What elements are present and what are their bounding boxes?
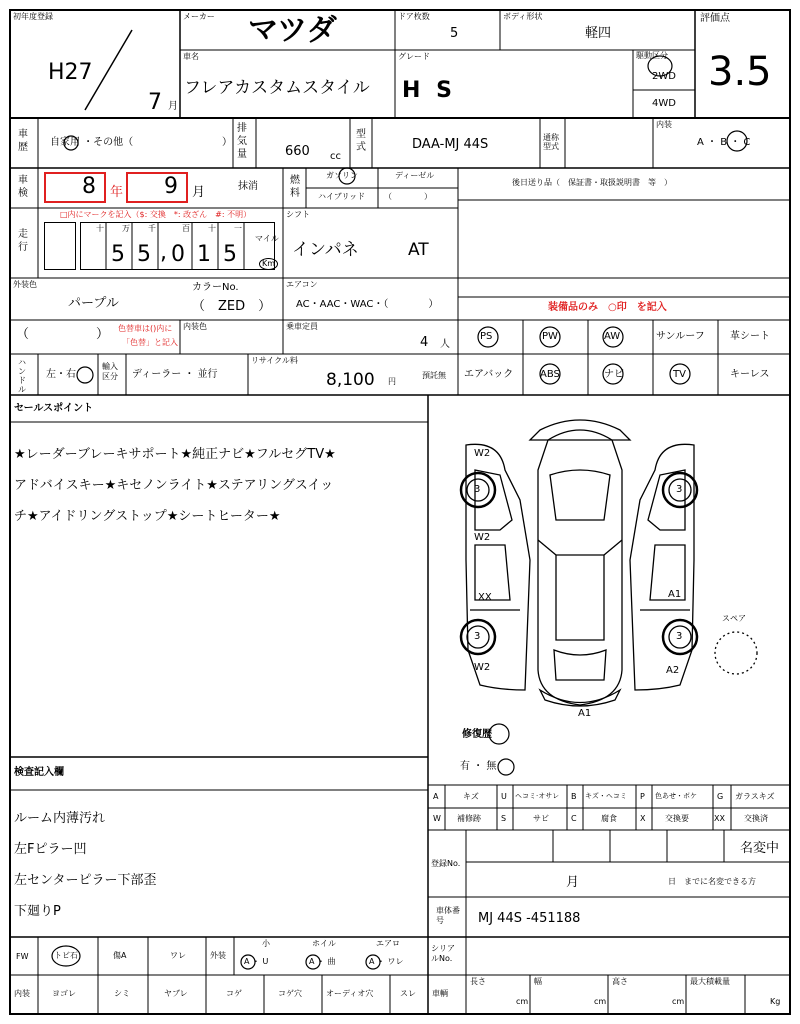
legend-code-g: G	[717, 792, 724, 801]
fuel-diesel: ディーゼル	[395, 171, 435, 180]
legend-desc-g: ガラスキズ	[735, 792, 775, 801]
int-wear: スレ	[400, 989, 416, 998]
recycle-unit: 円	[388, 377, 396, 386]
color-change-note-1: 色替車は()内に	[118, 324, 173, 333]
first-reg-month-unit: 月	[168, 101, 178, 112]
first-reg-month: 7	[148, 90, 162, 115]
drive-label: 駆動区分	[636, 51, 668, 60]
displacement-unit: cc	[330, 151, 341, 162]
interior-grades: A ・ B ・ C	[697, 137, 751, 148]
score-value: 3.5	[708, 49, 772, 95]
wheel-label: ホイル	[312, 939, 336, 948]
legend-desc-u: ヘコミ·オサレ	[515, 792, 560, 800]
mileage-comma: ,	[160, 240, 167, 265]
damage-mark-rear-bumper: A1	[578, 708, 592, 719]
legend-code-s: S	[501, 814, 507, 823]
interior-label: 内装	[656, 120, 672, 129]
mileage-digit-4: 1	[197, 242, 211, 267]
ext-color-label: 外装色	[13, 280, 37, 289]
fuel-gas: ガソリン	[326, 171, 358, 180]
fuel-hybrid: ハイブリッド	[318, 192, 366, 201]
fuel-other: （ ）	[384, 192, 432, 201]
grade-label: グレード	[398, 52, 430, 61]
width-label: 幅	[534, 977, 542, 986]
legend-code-x: X	[640, 814, 646, 823]
legend-code-u: U	[501, 792, 507, 801]
damage-mark-right-rear: A2	[666, 665, 680, 676]
body-value: 軽四	[585, 26, 612, 41]
legend-code-c: C	[571, 814, 577, 823]
small-label: 小	[262, 939, 270, 948]
recycle-deposit: 預託無	[422, 371, 446, 380]
spare-label: スペア	[722, 614, 746, 623]
legend-desc-c: 腐食	[601, 814, 617, 823]
legend-desc-x: 交換要	[665, 814, 689, 823]
displacement-value: 660	[285, 144, 310, 159]
model-label: 型式	[356, 129, 366, 153]
handle-label: ハンドル	[18, 358, 26, 394]
int-label: 内装	[14, 989, 30, 998]
damage-mark-right-door: A1	[668, 589, 682, 600]
inspection-month: 9	[164, 174, 178, 199]
repair-value: 有 ・ 無	[460, 761, 497, 772]
recycle-label: リサイクル料	[251, 356, 298, 365]
sales-points-label: セールスポイント	[14, 403, 94, 414]
equip-abs: ABS	[540, 369, 560, 380]
ext-color-value: パープル	[68, 296, 119, 311]
width-unit: cm	[594, 997, 607, 1006]
repair-label: 修復歴	[462, 729, 492, 740]
mileage-unit-5: 一	[234, 224, 242, 233]
damage-mark-left-rear: W2	[474, 662, 491, 673]
inspection-year: 8	[82, 174, 96, 199]
length-unit: cm	[516, 997, 529, 1006]
mileage-digit-5: 5	[223, 242, 237, 267]
car-name-label: 車名	[183, 52, 199, 61]
ac-label: エアコン	[286, 280, 318, 289]
handle-value: 左・右	[46, 369, 76, 380]
doors-label: ドア枚数	[398, 12, 430, 21]
capacity-label: 乗車定員	[286, 322, 318, 331]
vin-label: 車体番号	[436, 906, 460, 925]
fw-crack: ワレ	[170, 951, 186, 960]
legend-desc-w: 補修跡	[457, 814, 481, 823]
car-diagram	[461, 420, 757, 706]
legend-desc-a: キズ	[463, 792, 479, 801]
equip-ps: PS	[480, 331, 493, 342]
load-unit: Kg	[770, 997, 781, 1006]
legend-code-xx: XX	[714, 814, 725, 823]
mileage-unit-1: 万	[122, 224, 130, 233]
load-label: 最大積載量	[690, 977, 730, 986]
common-model-label: 通称型式	[543, 133, 559, 151]
shift-label: シフト	[286, 210, 310, 219]
mileage-note: □内にマークを記入（$: 交換 *: 改ざん #: 不明）	[60, 210, 252, 219]
inspection-month-box	[126, 172, 188, 203]
equip-navi: ナビ	[604, 369, 624, 380]
capacity-unit: 人	[440, 339, 450, 350]
color-change-paren-close: ）	[96, 327, 110, 342]
fw-label: FW	[16, 952, 29, 961]
recycle-value: 8,100	[326, 370, 375, 390]
int-tear: ヤブレ	[164, 989, 188, 998]
registration-day-note: 日 までに名変できる方	[668, 877, 756, 886]
registration-label: 登録No.	[431, 859, 461, 868]
tire-mark-rr: 3	[676, 631, 683, 642]
vin-value: MJ 44S -451188	[478, 911, 581, 926]
equip-pw: PW	[542, 331, 558, 342]
inspection-year-unit: 年	[110, 185, 124, 200]
capacity-value: 4	[420, 335, 429, 350]
equip-leather: 革シート	[730, 331, 770, 342]
drive-2wd: 2WD	[652, 71, 676, 82]
history-value: 自家用 ・その他（	[50, 137, 134, 148]
inspector-note-4: 下廻りP	[14, 904, 61, 919]
legend-desc-xx: 交換済	[744, 814, 768, 823]
tire-mark-lf: 3	[474, 484, 481, 495]
fw-chip: トビ石	[54, 951, 78, 960]
mileage-flag-box	[44, 222, 76, 270]
import-label: 輸入区分	[102, 362, 118, 381]
inspector-note-2: 左Fピラー凹	[14, 842, 87, 857]
color-change-note-2: 「色替」と記入	[122, 338, 178, 347]
shift-position: インパネ	[292, 240, 359, 260]
equip-keyless: キーレス	[730, 369, 770, 380]
aero-value: A ・ ワレ	[369, 957, 404, 966]
grade-value: H S	[402, 78, 456, 103]
sales-point-line-2: アドバイスキー★キセノンライト★ステアリングスイッ	[14, 478, 334, 493]
damage-mark-left-pillar: XX	[478, 592, 492, 603]
fw-scratch: 傷A	[113, 951, 127, 960]
mileage-digit-3: 0	[171, 242, 185, 267]
equip-tv: TV	[673, 369, 686, 380]
int-color-label: 内装色	[183, 322, 207, 331]
import-value: ディーラー ・ 並行	[132, 369, 218, 380]
small-value: A ・ U	[244, 957, 269, 966]
tire-mark-lr: 3	[474, 631, 481, 642]
inspector-notes-label: 検査記入欄	[14, 767, 64, 778]
maker-value: マツダ	[248, 13, 337, 48]
equip-aw: AW	[604, 331, 621, 342]
height-label: 高さ	[612, 977, 628, 986]
height-unit: cm	[672, 997, 685, 1006]
mileage-unit-0: 十	[96, 224, 104, 233]
frame-label: 車輌	[432, 989, 448, 998]
mileage-digit-1: 5	[111, 242, 125, 267]
sales-point-line-1: ★レーダーブレーキサポート★純正ナビ★フルセグTV★	[14, 447, 336, 462]
aero-label: エアロ	[376, 939, 400, 948]
legend-code-b: B	[571, 792, 577, 801]
history-close: ）	[222, 137, 232, 148]
inspection-year-box	[44, 172, 106, 203]
ac-options: AC・AAC・WAC・（ ）	[296, 299, 439, 310]
docs-label: 後日送り品（ 保証書・取扱説明書 等 ）	[512, 178, 672, 187]
drive-4wd: 4WD	[652, 98, 676, 109]
shift-type: AT	[408, 240, 429, 260]
color-no-value: （ ZED ）	[192, 299, 272, 314]
inspection-month-unit: 月	[192, 185, 206, 200]
mileage-unit-2: 千	[148, 224, 156, 233]
equip-airbag: エアバック	[464, 369, 514, 380]
serial-label: シリアルNo.	[431, 944, 455, 963]
legend-code-a: A	[433, 792, 439, 801]
mileage-digit-2: 5	[137, 242, 151, 267]
model-value: DAA-MJ 44S	[412, 137, 489, 152]
damage-mark-left-door: W2	[474, 532, 491, 543]
sales-point-line-3: チ★アイドリングストップ★シートヒーター★	[14, 509, 281, 524]
color-change-paren-open: （	[16, 327, 30, 342]
legend-desc-s: サビ	[533, 814, 549, 823]
equip-sunroof: サンルーフ	[656, 331, 705, 342]
mileage-mile-label: マイル	[255, 234, 279, 243]
first-reg-year: H27	[48, 60, 93, 85]
legend-desc-b: キズ・ヘコミ	[585, 792, 627, 800]
history-label: 車歴	[18, 129, 28, 153]
mileage-label: 走行	[18, 229, 28, 253]
int-audio-hole: オーディオ穴	[326, 989, 374, 998]
legend-desc-p: 色あせ・ボケ	[655, 792, 697, 800]
fuel-label: 燃料	[290, 175, 300, 199]
inspector-note-1: ルーム内薄汚れ	[14, 811, 106, 826]
mileage-unit-4: 十	[208, 224, 216, 233]
mileage-unit-3: 百	[182, 224, 190, 233]
inspection-cancelled: 抹消	[238, 181, 258, 192]
inspector-note-3: 左センターピラー下部歪	[14, 873, 157, 888]
tire-mark-rf: 3	[676, 484, 683, 495]
doors-value: 5	[450, 26, 459, 41]
wheel-value: A ・ 曲	[309, 957, 336, 966]
legend-code-p: P	[640, 792, 645, 801]
int-dirt: ヨゴレ	[52, 989, 76, 998]
inspection-label: 車検	[18, 175, 28, 199]
ext-label: 外装	[210, 951, 226, 960]
car-name-value: フレアカスタムスタイル	[184, 78, 370, 98]
int-stain: シミ	[114, 989, 130, 998]
legend-code-w: W	[433, 814, 441, 823]
maker-label: メーカー	[183, 12, 215, 21]
body-label: ボディ形状	[503, 12, 543, 21]
displacement-label: 排気量	[237, 123, 247, 160]
mileage-km-label: Km	[259, 258, 278, 270]
registration-month-unit: 月	[566, 875, 580, 890]
int-burn-hole: コゲ穴	[278, 989, 302, 998]
int-burn: コゲ	[226, 989, 242, 998]
equip-label: 装備品のみ ○印 を記入	[548, 302, 667, 313]
length-label: 長さ	[470, 977, 486, 986]
damage-mark-left-front: W2	[474, 448, 491, 459]
score-label: 評価点	[700, 13, 730, 24]
first-reg-label: 初年度登録	[13, 12, 53, 21]
name-change-label: 名変中	[740, 841, 780, 856]
color-no-label: カラーNo.	[192, 282, 239, 293]
